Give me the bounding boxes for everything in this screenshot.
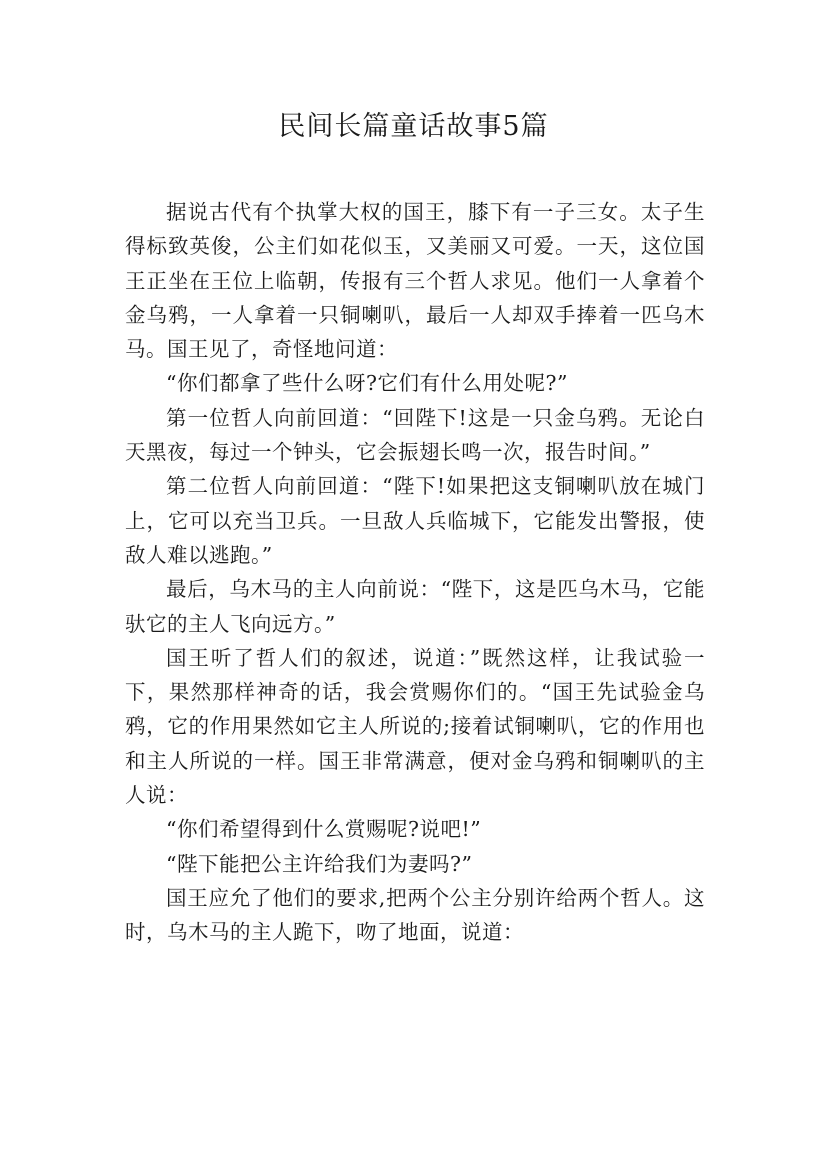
paragraph-7: “你们希望得到什么赏赐呢?说吧!”	[166, 817, 482, 842]
paragraph-6: 国王听了哲人们的叙述，说道：”既然这样，让我试验一下，果然那样神奇的话，我会赏赐你们的。“国王先试验金乌鸦，它的作用果然如它主人所说的;接着试铜喇叭，它的作用也和主人所说的一样。国王非常满意，便对金乌鸦和铜喇叭的主人说：	[125, 645, 705, 808]
paragraph-4: 第二位哲人向前回道：“陛下!如果把这支铜喇叭放在城门上，它可以充当卫兵。一旦敌人兵临城下，它能发出警报，使敌人难以逃跑。”	[125, 474, 705, 567]
paragraph-9: 国王应允了他们的要求,把两个公主分别许给两个哲人。这时，乌木马的主人跪下，吻了地面，说道：	[125, 885, 705, 945]
paragraph-3: 第一位哲人向前回道：“回陛下!这是一只金乌鸦。无论白天黑夜，每过一个钟头，它会振翅长鸣一次，报告时间。”	[125, 405, 705, 465]
paragraph-1: 据说古代有个执掌大权的国王，膝下有一子三女。太子生得标致英俊，公主们如花似玉，又美丽又可爱。一天，这位国王正坐在王位上临朝，传报有三个哲人求见。他们一人拿着个金乌鸦，一人拿着一只铜喇叭，最后一人却双手捧着一匹乌木马。国王见了，奇怪地问道：	[125, 200, 705, 362]
paragraph-5: 最后，乌木马的主人向前说：“陛下，这是匹乌木马，它能驮它的主人飞向远方。”	[125, 577, 705, 636]
page-title: 民间长篇童话故事5篇	[278, 111, 549, 142]
paragraph-8: “陛下能把公主许给我们为妻吗?”	[166, 851, 473, 876]
story-body	[125, 195, 705, 950]
paragraph-2: “你们都拿了些什么呀?它们有什么用处呢?”	[166, 371, 568, 396]
